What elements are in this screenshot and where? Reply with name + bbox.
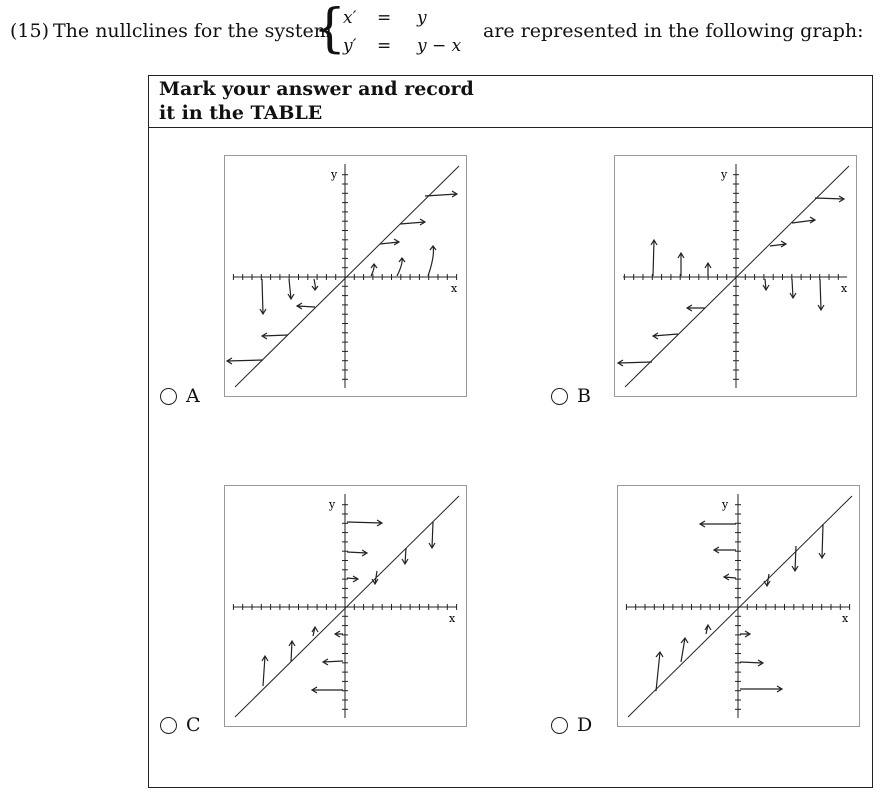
eq1-rhs: y — [417, 8, 427, 28]
option-a-label: A — [186, 385, 200, 407]
graph-option-a — [224, 155, 467, 397]
graph-d-x-label: x — [842, 612, 849, 625]
question-number: (15) — [10, 20, 50, 42]
graph-b-x-label: x — [841, 282, 848, 295]
graph-b-arrows — [618, 196, 844, 366]
arrow — [428, 246, 436, 276]
arrow — [371, 264, 377, 276]
eq2-rhs: y − x — [417, 36, 462, 56]
arrow — [651, 240, 657, 276]
arrow — [700, 521, 736, 527]
question-tail: are represented in the following graph: — [483, 20, 864, 42]
arrow — [656, 652, 663, 691]
graph-c-svg — [225, 486, 466, 726]
arrow — [763, 279, 769, 290]
arrow — [705, 263, 711, 276]
system-brace: { — [313, 0, 347, 59]
graph-option-b — [614, 155, 857, 397]
graph-c-axes — [233, 494, 457, 718]
graph-d-svg — [618, 486, 859, 726]
arrow — [335, 631, 343, 637]
arrow — [227, 358, 263, 364]
answer-box-header — [149, 76, 872, 128]
graph-d-axes — [626, 494, 850, 718]
graph-b-svg — [615, 156, 856, 396]
arrow — [347, 520, 382, 526]
option-d-label: D — [577, 714, 593, 736]
arrow — [790, 279, 796, 298]
graph-a-y-label: y — [331, 168, 338, 181]
arrow — [347, 576, 358, 582]
arrow — [260, 279, 266, 314]
radio-button-a[interactable] — [160, 388, 177, 405]
arrow — [347, 550, 367, 556]
eq1-lhs: x′ — [343, 8, 357, 28]
arrow — [705, 625, 711, 634]
radio-button-d[interactable] — [551, 717, 568, 734]
graph-d-y-label: y — [722, 498, 729, 511]
arrow — [740, 686, 782, 692]
option-c-label: C — [186, 714, 201, 736]
arrow — [425, 191, 457, 197]
arrow — [792, 217, 815, 223]
arrow — [312, 279, 318, 290]
arrow — [740, 631, 750, 637]
radio-button-b[interactable] — [551, 388, 568, 405]
graph-c-x-label: x — [449, 612, 456, 625]
graph-a-axes — [233, 164, 457, 388]
option-b[interactable] — [551, 385, 591, 407]
graph-option-c — [224, 485, 467, 727]
arrow — [429, 522, 435, 548]
instruction-line-1: Mark your answer and record — [159, 78, 474, 100]
arrow — [312, 627, 318, 636]
graph-b-y-label: y — [721, 168, 728, 181]
eq1-equals: = — [377, 8, 392, 28]
eq2-lhs: y′ — [343, 36, 357, 56]
graph-a-svg — [225, 156, 466, 396]
option-d[interactable] — [551, 714, 592, 736]
option-b-label: B — [577, 385, 591, 407]
arrow — [397, 258, 405, 276]
question-text: The nullclines for the system — [53, 20, 332, 42]
graph-b-axes — [623, 164, 847, 388]
arrow — [297, 303, 315, 309]
arrow — [323, 659, 343, 665]
arrow — [312, 687, 343, 693]
graph-c-y-label: y — [329, 498, 336, 511]
arrow — [380, 239, 399, 245]
arrow — [402, 548, 408, 564]
arrow — [714, 547, 736, 553]
arrow — [819, 524, 825, 558]
arrow — [815, 196, 844, 202]
graph-a-x-label: x — [451, 282, 458, 295]
radio-button-c[interactable] — [160, 717, 177, 734]
arrow — [678, 253, 684, 276]
graph-option-d — [617, 485, 860, 727]
arrow — [740, 660, 763, 666]
arrow — [262, 656, 268, 686]
arrow — [818, 279, 824, 310]
option-a[interactable] — [160, 385, 200, 407]
eq2-equals: = — [377, 36, 392, 56]
arrow — [724, 574, 736, 580]
instruction-line-2: it in the TABLE — [159, 102, 323, 124]
arrow — [288, 279, 294, 299]
option-c[interactable] — [160, 714, 201, 736]
